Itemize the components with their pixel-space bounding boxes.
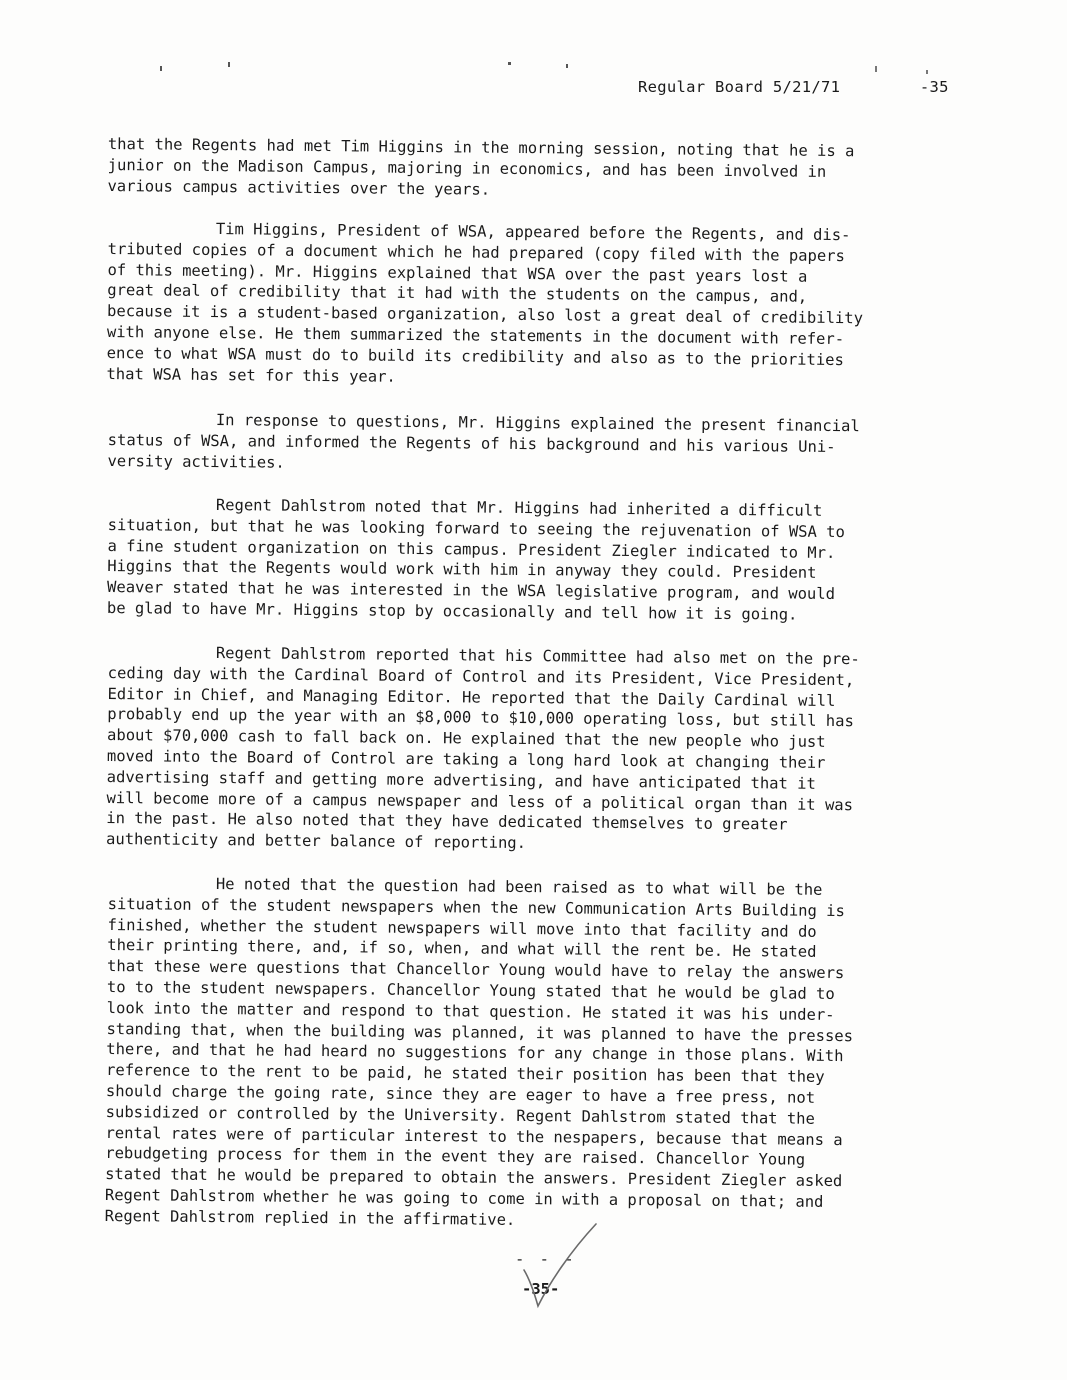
document-body	[104, 134, 968, 1247]
text-line: be glad to have Mr. Higgins stop by occasionally and tell how it is going.	[106, 599, 798, 624]
paragraph	[106, 642, 968, 858]
text-line: there, and that he had heard no suggestions for any change in those plans. With	[106, 1040, 844, 1066]
text-line: that these were questions that Chancellor Young would have to relay the answers	[107, 957, 845, 983]
text-line: look into the matter and respond to that question. He stated it was his under-	[106, 998, 835, 1024]
text-line: a fine student organization on this campus. President Ziegler indicated to Mr.	[107, 536, 836, 562]
text-line: Editor in Chief, and Managing Editor. He reported that the Daily Cardinal will	[107, 684, 836, 710]
text-line: tributed copies of a document which he had prepared (copy filed with the papers	[107, 240, 845, 266]
text-line: great deal of credibility that it had with the students on the campus, and,	[107, 281, 808, 307]
text-line: Higgins that the Regents would work with him in anyway they could. President	[107, 557, 817, 583]
text-line: junior on the Madison Campus, majoring in economics, and has been involved in	[107, 155, 827, 181]
text-line: because it is a student-based organization, also lost a great deal of credibility	[107, 302, 864, 328]
text-line: various campus activities over the years.	[107, 176, 491, 199]
paragraph	[107, 494, 968, 627]
section-separator: - - -	[515, 1250, 577, 1268]
text-line: versity activities.	[107, 451, 285, 472]
text-line: ence to what WSA must do to build its credibility and also as to the priorities	[106, 344, 844, 370]
text-line: subsidized or controlled by the University. Regent Dahlstrom stated that the	[105, 1102, 815, 1128]
text-line: reference to the rent to be paid, he stated their position has been that they	[106, 1061, 825, 1086]
text-line: ceding day with the Cardinal Board of Control and its President, Vice President,	[107, 663, 855, 689]
scan-specks	[0, 0, 1067, 120]
text-line: Regent Dahlstrom replied in the affirmative.	[104, 1206, 516, 1229]
text-line: situation of the student newspapers when the new Communication Arts Building is	[107, 894, 845, 920]
text-line: advertising staff and getting more advertising, and have anticipated that it	[106, 767, 816, 793]
text-line: authenticity and better balance of reporting.	[106, 830, 527, 853]
paragraph	[107, 134, 968, 205]
text-line: In response to questions, Mr. Higgins explained the present financial	[215, 410, 860, 435]
text-line: should charge the going rate, since they are eager to have a free press, not	[105, 1081, 816, 1107]
text-line: will become more of a campus newspaper and less of a political organ than it was	[106, 788, 854, 814]
text-line: rebudgeting process for them in the event they are raised. Chancellor Young	[105, 1144, 806, 1169]
text-line: probably end up the year with an $8,000 to $10,000 operating loss, but still has	[107, 705, 854, 731]
text-line: moved into the Board of Control are taking a long hard look at changing their	[106, 746, 826, 772]
footer-page-number: -35-	[522, 1280, 560, 1298]
paragraph	[107, 409, 968, 480]
text-line: stated that he would be prepared to obtain the answers. President Ziegler asked	[105, 1165, 843, 1191]
text-line: Regent Dahlstrom whether he was going to come in with a proposal on that; and	[104, 1185, 824, 1211]
text-line: that the Regents had met Tim Higgins in the morning session, noting that he is a	[107, 134, 855, 161]
text-line: to to the student newspapers. Chancellor Young stated that he would be glad to	[106, 977, 835, 1003]
text-line: of this meeting). Mr. Higgins explained that WSA over the past years lost a	[107, 260, 808, 286]
text-line: He noted that the question had been raised as to what will be the	[215, 874, 823, 899]
text-line: Regent Dahlstrom noted that Mr. Higgins had inherited a difficult	[215, 496, 823, 521]
text-line: with anyone else. He them summarized the statements in the document with refer-	[106, 323, 845, 349]
text-line: finished, whether the student newspapers will move into that facility and do	[107, 915, 817, 941]
text-line: that WSA has set for this year.	[106, 364, 396, 386]
text-line: their printing there, and, if so, when, and what will the rent be. He stated	[107, 936, 817, 962]
handwritten-check-mark-icon	[520, 1222, 610, 1312]
text-line: Weaver stated that he was interested in the WSA legislative program, and would	[107, 578, 836, 604]
text-line: in the past. He also noted that they have dedicated themselves to greater	[106, 809, 788, 834]
text-line: standing that, when the building was planned, it was planned to have the presses	[106, 1019, 854, 1045]
paragraph	[106, 218, 968, 393]
text-line: rental rates were of particular interest to the nespapers, because that means a	[105, 1123, 843, 1149]
text-line: status of WSA, and informed the Regents of his background and his various Uni-	[107, 430, 836, 456]
page-header	[638, 78, 949, 96]
text-line: about $70,000 cash to fall back on. He explained that the new people who just	[107, 726, 826, 752]
header-page-number: -35	[919, 78, 949, 96]
text-line: situation, but that he was looking forward to seeing the rejuvenation of WSA to	[107, 515, 845, 542]
text-line: Regent Dahlstrom reported that his Committee had also met on the pre-	[215, 643, 860, 669]
text-line: Tim Higgins, President of WSA, appeared before the Regents, and dis-	[215, 220, 851, 245]
paragraph	[105, 873, 968, 1235]
header-title: Regular Board 5/21/71	[638, 78, 841, 96]
